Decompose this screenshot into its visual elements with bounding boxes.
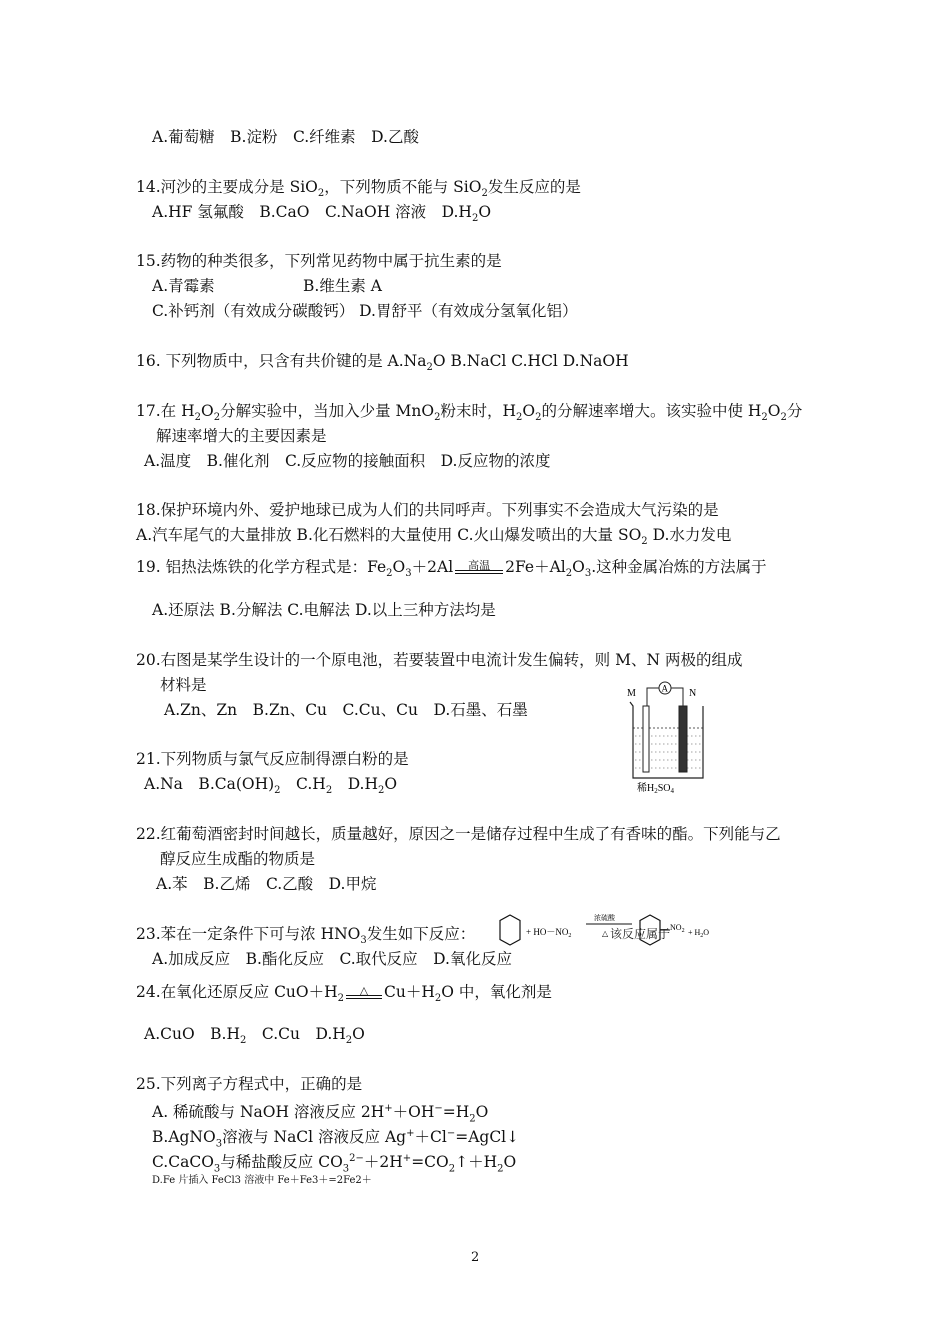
ammeter-label: A [661,683,668,694]
q13-options: A.葡萄糖 B.淀粉 C.纤维素 D.乙酸 [152,128,419,146]
electrode-m [643,706,649,772]
q23-stem: 23.苯在一定条件下可与浓 $HNO_3$发生如下反应： [136,925,476,947]
q25-option-d: D.Fe 片插入 FeCl3 溶液中 Fe＋Fe3＋=2Fe2＋ [152,1175,372,1186]
q17-stem: 17.在 $H_2O_2$分解实验中，当加入少量 MnO$_2$粉末时，$H_2O_2$的分解速率增大。该实验中使 $H_2O_2$分 [136,402,803,424]
q17-options: A.温度 B.催化剂 C.反应物的接触面积 D.反应物的浓度 [144,452,551,470]
q25-option-a: A. 稀硫酸与 NaOH 溶液反应 $2H^++OH^-=H_2O$ [152,1103,489,1125]
q21-stem: 21.下列物质与氯气反应制得漂白粉的是 [136,750,409,768]
q25-stem: 25.下列离子方程式中，正确的是 [136,1075,363,1093]
product-text: $NO_2$ [670,923,685,934]
q17-stem-line2: 解速率增大的主要因素是 [156,427,327,445]
benzene-ring-icon [500,915,520,945]
q20-options: A.Zn、Zn B.Zn、Cu C.Cu、Cu D.石墨、石墨 [164,701,528,719]
condition-top: 浓硫酸 [594,914,615,922]
q15-option-a: A.青霉素 [152,277,215,295]
q22-options: A.苯 B.乙烯 C.乙酸 D.甲烷 [156,875,377,893]
q22-stem: 22.红葡萄酒密封时间越长，质量越好，原因之一是储存过程中生成了有香味的酯。下列能与乙 [136,825,781,843]
nitration-reaction-figure [498,910,728,952]
heat-condition: △ [344,982,384,1002]
page-number: 2 [471,1250,480,1265]
q20-stem: 20.右图是某学生设计的一个原电池，若要装置中电流计发生偏转，则 M、N 两极的组成 [136,651,743,669]
q20-stem-line2: 材料是 [160,676,207,694]
q14-stem: 14.河沙的主要成分是 SiO$_2$，下列物质不能与 SiO$_2$发生反应的是 [136,178,581,200]
q21-options: A.Na $B.Ca(OH)_2$ $C.H_2$ $D.H_2O$ [144,775,398,797]
condition-bottom: △ [602,929,609,938]
q15-options-cd: C.补钙剂（有效成分碳酸钙） D.胃舒平（有效成分氢氧化铝） [152,302,578,320]
electrode-m-label: M [627,688,636,699]
water-text: + $H_2O$ [688,928,710,939]
q22-stem-line2: 醇反应生成酯的物质是 [160,850,316,868]
reagent-text: + $HO-NO_2$ [526,927,572,939]
acid-label: 稀$H_2SO_4$ [637,783,675,795]
q19-equation: 19. 铝热法炼铁的化学方程式是：$Fe_2O_3+2Al$ 高温 $2Fe+Al_2O_3$.这种金属冶炼的方法属于 [136,558,767,580]
q18-options: A.汽车尾气的大量排放 B.化石燃料的大量使用 C.火山爆发喷出的大量 $SO_2$ D.水力发电 [136,526,732,548]
galvanic-cell-diagram [625,680,715,795]
q23-options: A.加成反应 B.酯化反应 C.取代反应 D.氧化反应 [152,950,512,968]
electrode-n [679,706,687,772]
q19-options: A.还原法 B.分解法 C.电解法 D.以上三种方法均是 [152,601,496,619]
q15-stem: 15.药物的种类很多，下列常见药物中属于抗生素的是 [136,252,502,270]
q14-options: A.HF 氢氟酸 B.CaO C.NaOH 溶液 $D.H_2O$ [152,203,492,225]
reaction-condition: 高温 [453,557,505,577]
q23-tail: 该反应属于 [610,927,671,941]
q25-option-c: C.CaCO$_3$与稀盐酸反应 $CO_3^{2-}+2H^+=CO_2↑+H_2O$ [152,1153,517,1175]
electrode-n-label: N [689,688,697,699]
q24-equation: 24.在氧化还原反应 $CuO+H_2$ △ $Cu+H_2O$ 中，氧化剂是 [136,983,552,1005]
q24-options: A.CuO $B.H_2$ C.Cu $D.H_2O$ [144,1025,365,1047]
q15-option-b: B.维生素 A [303,277,382,295]
q18-stem: 18.保护环境内外、爱护地球已成为人们的共同呼声。下列事实不会造成大气污染的是 [136,501,719,519]
q25-option-b: B.AgNO$_3$溶液与 NaCl 溶液反应 Ag+＋Cl−=AgCl↓ [152,1128,520,1150]
q16-line: 16. 下列物质中，只含有共价键的是 $A.Na_2O$ B.NaCl C.HCl D.NaOH [136,352,629,374]
